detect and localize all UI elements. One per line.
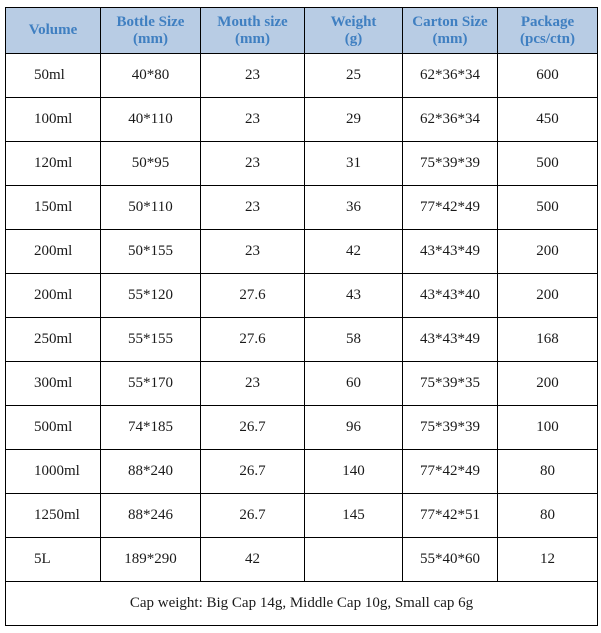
cell-bottle-size: 50*110 bbox=[101, 186, 201, 230]
cell-package: 500 bbox=[498, 186, 598, 230]
cell-weight: 36 bbox=[305, 186, 403, 230]
cell-mouth-size: 42 bbox=[201, 538, 305, 582]
table-row bbox=[6, 538, 598, 582]
cell-weight: 42 bbox=[305, 230, 403, 274]
cell-package: 168 bbox=[498, 318, 598, 362]
cell-carton-size: 43*43*40 bbox=[403, 274, 498, 318]
cell-mouth-size: 26.7 bbox=[201, 406, 305, 450]
cell-carton-size: 77*42*49 bbox=[403, 450, 498, 494]
cell-weight: 96 bbox=[305, 406, 403, 450]
header-row bbox=[6, 8, 598, 54]
cap-weight-note: Cap weight: Big Cap 14g, Middle Cap 10g, Small cap 6g bbox=[6, 582, 598, 626]
cell-volume: 300ml bbox=[6, 362, 101, 406]
table-row bbox=[6, 318, 598, 362]
header-weight bbox=[305, 8, 403, 54]
cell-bottle-size: 50*95 bbox=[101, 142, 201, 186]
table-row bbox=[6, 142, 598, 186]
cell-mouth-size: 23 bbox=[201, 142, 305, 186]
cell-mouth-size: 23 bbox=[201, 54, 305, 98]
header-volume bbox=[6, 8, 101, 54]
cell-weight: 58 bbox=[305, 318, 403, 362]
cell-weight: 140 bbox=[305, 450, 403, 494]
cell-package: 500 bbox=[498, 142, 598, 186]
table-row bbox=[6, 362, 598, 406]
cell-weight: 145 bbox=[305, 494, 403, 538]
cell-mouth-size: 27.6 bbox=[201, 318, 305, 362]
cell-volume: 500ml bbox=[6, 406, 101, 450]
cell-bottle-size: 88*240 bbox=[101, 450, 201, 494]
cell-bottle-size: 40*80 bbox=[101, 54, 201, 98]
cell-mouth-size: 23 bbox=[201, 362, 305, 406]
header-bottle-size bbox=[101, 8, 201, 54]
header-bottle-size-label: Bottle Size bbox=[116, 13, 185, 30]
cell-package: 200 bbox=[498, 362, 598, 406]
cell-mouth-size: 23 bbox=[201, 98, 305, 142]
header-carton-size-unit: (mm) bbox=[432, 30, 468, 47]
cell-carton-size: 75*39*39 bbox=[403, 406, 498, 450]
cell-carton-size: 43*43*49 bbox=[403, 318, 498, 362]
cell-carton-size: 62*36*34 bbox=[403, 98, 498, 142]
table-row bbox=[6, 98, 598, 142]
cell-bottle-size: 55*155 bbox=[101, 318, 201, 362]
table-row bbox=[6, 186, 598, 230]
cell-bottle-size: 40*110 bbox=[101, 98, 201, 142]
cell-weight: 29 bbox=[305, 98, 403, 142]
cell-volume: 50ml bbox=[6, 54, 101, 98]
header-weight-label: Weight bbox=[330, 13, 377, 30]
cell-bottle-size: 88*246 bbox=[101, 494, 201, 538]
header-package-label: Package bbox=[520, 13, 575, 30]
cell-mouth-size: 26.7 bbox=[201, 494, 305, 538]
cell-volume: 200ml bbox=[6, 230, 101, 274]
footer-row bbox=[6, 582, 598, 626]
cell-package: 80 bbox=[498, 450, 598, 494]
header-mouth-size bbox=[201, 8, 305, 54]
table-row bbox=[6, 230, 598, 274]
header-weight-unit: (g) bbox=[344, 30, 363, 47]
cell-mouth-size: 23 bbox=[201, 230, 305, 274]
cell-volume: 100ml bbox=[6, 98, 101, 142]
cell-carton-size: 62*36*34 bbox=[403, 54, 498, 98]
cell-bottle-size: 74*185 bbox=[101, 406, 201, 450]
cell-weight: 43 bbox=[305, 274, 403, 318]
cell-volume: 250ml bbox=[6, 318, 101, 362]
cell-bottle-size: 50*155 bbox=[101, 230, 201, 274]
header-mouth-size-unit: (mm) bbox=[235, 30, 270, 47]
cell-mouth-size: 23 bbox=[201, 186, 305, 230]
cell-volume: 150ml bbox=[6, 186, 101, 230]
cell-volume: 1250ml bbox=[6, 494, 101, 538]
cell-carton-size: 75*39*35 bbox=[403, 362, 498, 406]
cell-package: 200 bbox=[498, 230, 598, 274]
cell-weight bbox=[305, 538, 403, 582]
header-bottle-size-unit: (mm) bbox=[133, 30, 168, 47]
cell-carton-size: 77*42*51 bbox=[403, 494, 498, 538]
cell-mouth-size: 27.6 bbox=[201, 274, 305, 318]
cell-package: 200 bbox=[498, 274, 598, 318]
header-mouth-size-label: Mouth size bbox=[217, 13, 288, 30]
header-package bbox=[498, 8, 598, 54]
cell-package: 600 bbox=[498, 54, 598, 98]
table-row bbox=[6, 274, 598, 318]
cell-carton-size: 43*43*49 bbox=[403, 230, 498, 274]
cell-weight: 25 bbox=[305, 54, 403, 98]
header-carton-size-label: Carton Size bbox=[412, 13, 488, 30]
cell-bottle-size: 55*120 bbox=[101, 274, 201, 318]
header-carton-size bbox=[403, 8, 498, 54]
header-volume-label: Volume bbox=[28, 22, 78, 38]
header-package-unit: (pcs/ctn) bbox=[520, 30, 575, 47]
cell-package: 80 bbox=[498, 494, 598, 538]
cell-bottle-size: 55*170 bbox=[101, 362, 201, 406]
cell-volume: 120ml bbox=[6, 142, 101, 186]
bottle-spec-table bbox=[5, 7, 598, 626]
table-row bbox=[6, 406, 598, 450]
cell-package: 12 bbox=[498, 538, 598, 582]
cell-carton-size: 75*39*39 bbox=[403, 142, 498, 186]
cell-weight: 60 bbox=[305, 362, 403, 406]
cell-bottle-size: 189*290 bbox=[101, 538, 201, 582]
table-row bbox=[6, 494, 598, 538]
cell-package: 100 bbox=[498, 406, 598, 450]
cell-volume: 200ml bbox=[6, 274, 101, 318]
cell-mouth-size: 26.7 bbox=[201, 450, 305, 494]
table-row bbox=[6, 54, 598, 98]
cell-carton-size: 55*40*60 bbox=[403, 538, 498, 582]
cell-carton-size: 77*42*49 bbox=[403, 186, 498, 230]
cell-package: 450 bbox=[498, 98, 598, 142]
cell-weight: 31 bbox=[305, 142, 403, 186]
cell-volume: 5L bbox=[6, 538, 101, 582]
table-row bbox=[6, 450, 598, 494]
cell-volume: 1000ml bbox=[6, 450, 101, 494]
